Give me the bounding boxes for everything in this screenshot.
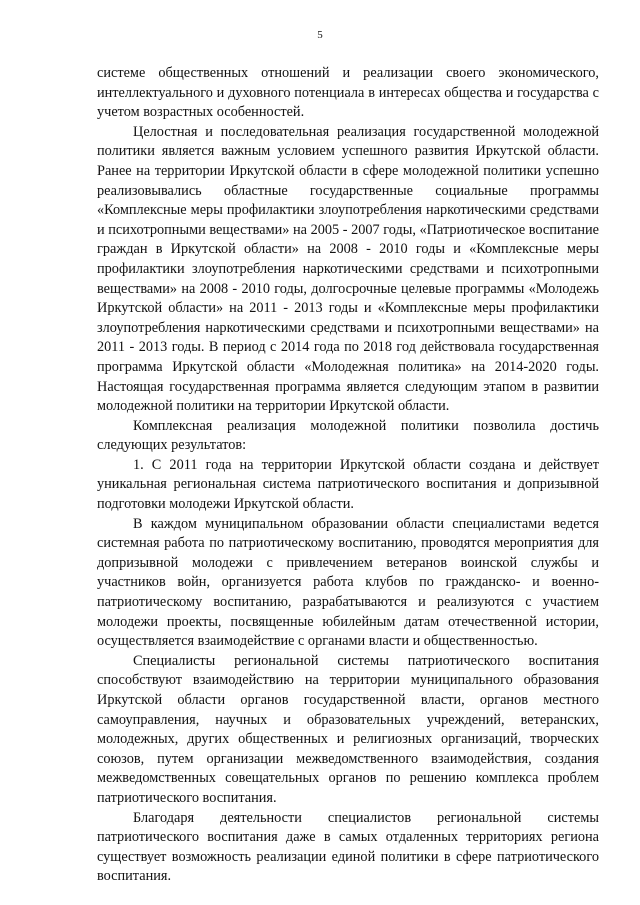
page-number: 5	[317, 29, 323, 41]
paragraph-result-1: 1. С 2011 года на территории Иркутской области создана и действует уникальная региональная система патриотического воспитания и допризывной подготовки молодежи Иркутской области.	[97, 456, 599, 513]
paragraph-results-intro: Комплексная реализация молодежной политики позволила достичь следующих результатов:	[97, 417, 599, 454]
paragraph-remote-territories: Благодаря деятельности специалистов региональной системы патриотического воспитания даже в самых отдаленных территориях региона существует возможность реализации единой политики в сфере патриотического воспитания.	[97, 809, 599, 885]
paragraph-program-history: Целостная и последовательная реализация государственной молодежной политики является важным условием успешного развития Иркутской области. Ранее на территории Иркутской области в сфере молодежной политики успешно реализовывались областные государственные социальные программы «Комплексные меры профилактики злоупотребления наркотическими средствами и психотропными веществами» на 2005 - 2007 годы, «Патриотическое воспитание граждан в Иркутской области» на 2008 - 2010 годы и «Комплексные меры профилактики злоупотребления наркотическими средствами и психотропными веществами» на 2008 - 2010 годы, долгосрочные целевые программы «Молодежь Иркутской области» на 2011 - 2013 годы и «Комплексные меры профилактики злоупотребления наркотическими средствами и психотропными веществами» на 2011 - 2013 годы. В период с 2014 года по 2018 год действовала государственная программа Иркутской области «Молодежная политика» на 2014-2020 годы. Настоящая государственная программа является следующим этапом в развитии молодежной политики на территории Иркутской области.	[97, 123, 599, 415]
paragraph-municipal-work: В каждом муниципальном образовании области специалистами ведется системная работа по патриотическому воспитанию, проводятся мероприятия для допризывной молодежи с привлечением ветеранов воинской службы и участников войн, организуется работа клубов по гражданско- и военно-патриотическому воспитанию, разрабатываются и реализуются с участием молодежи проекты, посвященные юбилейным датам отечественной истории, осуществляется взаимодействие с органами власти и общественностью.	[97, 515, 599, 650]
paragraph-continuation: системе общественных отношений и реализации своего экономического, интеллектуального и духовного потенциала в интересах общества и государства с учетом возрастных особенностей.	[97, 65, 599, 121]
document-body	[97, 64, 599, 887]
paragraph-specialists: Специалисты региональной системы патриотического воспитания способствуют взаимодействию на территории муниципального образования Иркутской области органов государственной власти, органов местного самоуправления, научных и образовательных учреждений, ветеранских, молодежных, других общественных и религиозных организаций, творческих союзов, путем организации межведомственного взаимодействия, создания межведомственных совещательных органов по решению комплекса проблем патриотического воспитания.	[97, 652, 599, 806]
